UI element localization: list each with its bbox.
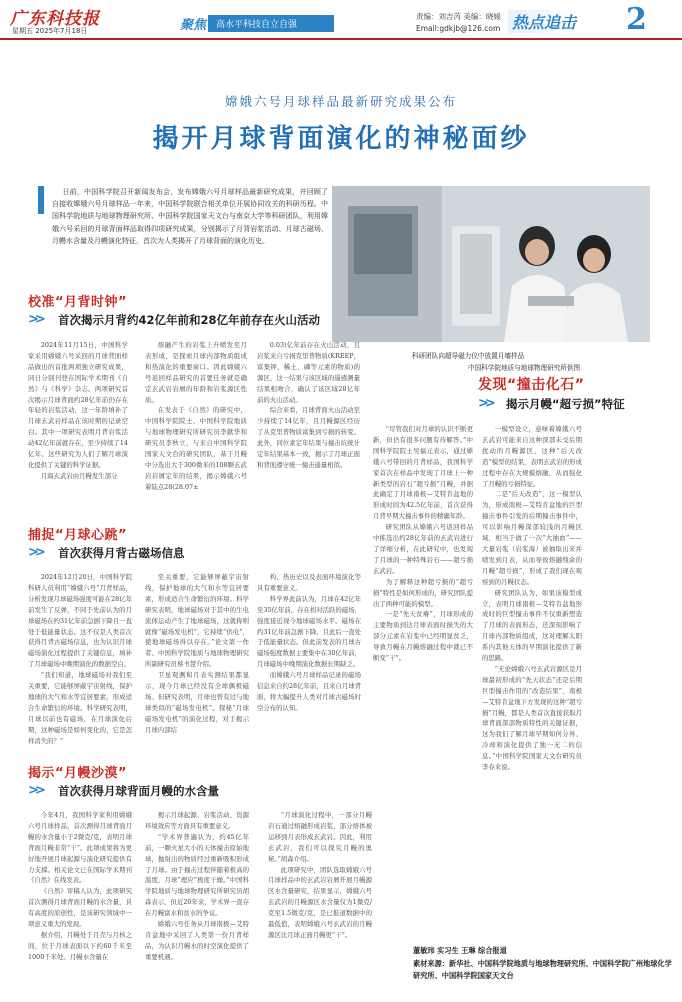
paragraph: 月海玄武岩由月幔发生部分 (40, 471, 118, 480)
paragraph: 2024年11月15日，中国科学家采用嫦娥六号采回的月球背面样品做出的首批两项独立研究成果，同日分别刊登在国际学术期刊《自然》与《科学》杂志。两项研究首次揭示月球背面约28亿年前仍存在年轻的岩浆活动，这一年龄填补了月球玄武岩样品在该时期的记录空白。其中一项研究表明月背岩浆活动42亿年前就存在，至少持续了14亿年。这些研究为人们了解月球演化提供了关键的科学证据。 (28, 341, 128, 469)
editor-email: Email:gdkjb@126.com (416, 24, 501, 33)
section-2-column-1 (28, 572, 132, 754)
footer-byline: 董敏玮 实习生 王琳 综合报道 (413, 946, 507, 955)
paragraph: 研究团队认为，如果该模型成立，表明月球南极—艾特肯盆地形成时的巨型撞击事件不仅重新塑造了月球的表面形态，还深刻影响了月球内部物质组成，这对理解太阳系内其他天体的早期演化提供了新的思路。 (482, 588, 582, 663)
paragraph: 此项研究中，团队选取嫦娥六号月球样品中的玄武岩岩屑开展月幔源区水含量研究，结果显示，嫦娥六号玄武岩的月幔源区水含量仅为1微克/克至1.5微克/克，是已报道数据中的最低值，表明嫦娥六号玄武岩的月幔源区比月球正面月幔更“干”。 (268, 865, 372, 939)
paragraph: “月球演化过程中，一部分月幔岩石通过熔融形成岩浆，部分熔体被运移到月表形成玄武岩。因此，利用玄武岩，我们可以探究月幔的奥秘。”胡森介绍。 (268, 811, 372, 863)
paragraph: 0.03)亿年前存在火山活动，且岩浆来自亏损克里普物质(KREEP，富集钾、稀土、磷等元素的物质)的源区，这一结果与该区域的遥感测量结果相吻合，确认了该区域28亿年前的火山活动。 (257, 341, 360, 404)
paragraph: 据介绍，月幔处于月壳与月核之间，位于月球表面以下约60千米至1000千米处。月幔水含量在 (28, 930, 132, 961)
paragraph: 二是“后天改造”，这一模型认为，形成南极—艾特肯盆地的巨型撞击事件引发的后期撞击事件中，可以影响月幔深部较浅的月幔区域，相当于做了一次“大抽血”——大量岩浆（岩浆海）被抽取出来并喷发到月表，从而导致熔融残余的月幔“超亏损”，形成了我们现在观察到的月幔状态。 (482, 490, 582, 586)
paragraph: “学术界普遍认为，约45亿年前，一颗火星大小的天体撞击原始地球，抛射出的物质经过重新吸积形成了月球。由于撞击过程伴随着极高的温度，月球“理应”极度干燥。”中国科学院地质与地球物理研究所研究员胡森表示，但近20年来，学术界一直存在月幔富水和贫水的争议。 (145, 832, 249, 918)
section-2-column-3 (257, 572, 361, 754)
footer-source: 素材来源：新华社、中国科学院地质与地球物理研究所、中国科学院广州地球化学研究所、中国科学院国家天文台 (413, 959, 672, 980)
issue-date: 星期五 2025年7月18日 (12, 27, 88, 35)
chevron-right-icon: >> (28, 545, 42, 560)
paragraph: 构、热历史以及表面环境演化等具有重要意义。 (257, 573, 361, 592)
section-4-title: 发现“撞击化石” (478, 377, 585, 393)
paragraph: 科学界此前认为，月球在42亿年至35亿年前，存在相对活跃的磁场，强度接近现今地球磁场水平。磁场在约31亿年前急剧下降，且此后一直处于低能量状态。但此前发表的月球古磁场强度数据主要集中在30亿年前，月球磁场中晚期演化数据长期缺乏。 (257, 594, 361, 669)
photo-credit: 中国科学院地质与地球物理研究所供图 (468, 364, 581, 372)
section-4-column-1 (373, 424, 473, 914)
section-4-column-2 (482, 424, 582, 936)
section-tag-text: 聚焦 (180, 18, 207, 33)
paragraph: 综合来看，月球背面火山活动至少持续了14亿年，且月幔源区经历了从克里普物质富集到亏损的转变。此外，同位素定年结果与撞击坑统计定年结果基本一致，揭示了月球正面和背面遵守统一撞击通量相似。 (257, 406, 360, 469)
paragraph: 熔融产生的岩浆上升喷发至月表形成，是探索月球内部物质组成和热演化的重要窗口。因此嫦娥六号返回样品研究的首要任务就是确定玄武岩岩屑的年龄和岩浆源区性质。 (145, 341, 247, 404)
lab-photo (332, 186, 650, 342)
paragraph: 为了解释这种超亏损的“超亏损”特性是如何形成的，研究团队提出了两种可能的模型。 (373, 577, 473, 608)
section-1-title: 校准“月背时钟” (28, 295, 128, 310)
headline-title: 揭开月球背面演化的神秘面纱 (152, 124, 530, 154)
paragraph: 一模型设立，意味着嫦娥六号玄武岩可能来自这种深部未受后期扰动的月幔源区，这种“后天改造”模型的结果，表明玄武岩的形成过程中存在大规模熔融，从而强化了月幔的亏损特征。 (482, 425, 582, 488)
paragraph: 嫦娥六号任务从月球南极—艾特肯盆地中采回了人类第一份月背样品，为认识月幔水的时空演化提供了重要机遇。 (145, 920, 249, 961)
paragraph: “尽管我们对月球的认识不断更新，但仍有很多问题有待解答。”中国科学院院士吴福元表示，通过嫦娥六号带回的月背样品，我国科学家首次在样品中发现了月球上一种新类型的岩石“超亏损”月幔，并据此确定了月球南极—艾特肯盆地的形成时间为42.5亿年前，首次获得月背早期大撞击事件的精确年龄。 (373, 425, 473, 521)
paragraph: “无论嫦娥六号玄武岩源区是月球最初形成的“先天状态”还是后期巨型撞击作用的“改造结果”，南极—艾特肯盆地下方发现的这种“超亏损”月幔，都是人类首次直接获取月球背面深部物质特性的关键证据，这为我们了解月球早期如何分异、冷却和演化提供了独一无二的信息。”中国科学院国家天文台研究员李春来说。 (482, 664, 582, 772)
section-2-title: 捕捉“月球心跳” (28, 528, 128, 543)
paragraph: 2024年12月20日，中国科学院科研人员利用“嫦娥六号”月背样品，分析发现月球磁场强度可能在28亿年前发生了反弹，不同于先前认为的月球磁场在约31亿年前急剧下降且一直处于低能量状态。这不仅是人类首次获得月背古磁场信息，也为认识月球磁场演化过程提供了关键信息，填补了月球磁场中晚期演化的数据空白。 (28, 573, 132, 669)
lead-paragraph: 日前，中国科学院召开新闻发布会，发布嫦娥六号月球样品最新研究成果，并回顾了自接收嫦娥六号月球样品一年来，中国科学院联合相关单位开展协同攻关的科研历程。中国科学院地质与地球物理研究所、中国科学院国家天文台与南京大学等科研团队，利用嫦娥六号采回的月球背面样品取得四项研究成果，分别揭示了月背岩浆活动、月球古磁场、月幔水含量及月幔演化特征，首次为人类揭开了月球背面的演化历史。 (52, 188, 328, 245)
headline-kicker: 嫦娥六号月球样品最新研究成果公布 (224, 94, 457, 109)
section-1-column-2 (145, 340, 247, 516)
section-3-column-3 (268, 810, 372, 988)
paragraph: 《自然》审稿人认为，此项研究首次测得月球背面月幔的水含量，具有高度的原创性，是该研究领域中一项意义重大的发现。 (28, 887, 132, 929)
paragraph: 而嫦娥六号月球样品记录的磁场信息来自约28亿年前，且来自月球背面，将大幅提升人类对月球古磁场时空分布的认知。 (257, 671, 361, 712)
section-slogan: 高水平科技自立自强 (208, 15, 334, 32)
section-2-subtitle: 首次获得月背古磁场信息 (58, 546, 185, 560)
editor-credit: 责编：刘吉芮 美编：晓媛 (416, 12, 501, 21)
paragraph: 至关重要，它能够屏蔽宇宙射线，保护地球的大气和水等宜居要素，形成适合生命繁衍的环境。科学研究表明，地球磁场对于其中的生电流体运动产生了地球磁场，这就称则就像“磁场发电机”，它持续“供电”，使地球磁场得以存在。”论文第一作者、中国科学院地质与地球物理研究所副研究员蔡书慧介绍。 (145, 573, 249, 669)
section-2-column-2 (145, 572, 249, 754)
paragraph: 一是“先天贫瘠”，月球形成的主要物质到达月球表面时损失的大部分元素在岩浆中已经明显贫乏，导致月幔在月幔熔融过程中就已不断变“干”。 (373, 610, 473, 663)
newspaper-logo: 广东科技报 (10, 9, 100, 29)
section-3-title: 揭示“月幔沙漠” (28, 766, 128, 781)
section-tag (180, 14, 206, 33)
page-number: 2 (626, 2, 647, 37)
section-4-subtitle: 揭示月幔“超亏损”特征 (506, 397, 625, 411)
paragraph: “我们知道，地球磁场对我们至关重要，它能够屏蔽宇宙射线，保护地球的大气和水等宜居要素，形成适合生命繁衍的环境。科学研究表明，月球以前也有磁场，在月球演化后期，这种磁场是如何变化的，它是怎样消失的？” (28, 671, 132, 745)
lead-bar (38, 186, 44, 214)
column-name: 热点追击 (508, 10, 580, 33)
photo-caption: 科研团队向超导磁力仪中放置月壤样品 (412, 352, 525, 360)
paragraph: 研究团队从嫦娥六号返回样品中拣选出约28亿年前的玄武岩进行了详细分析，在此研究中，也发现了月球的一种特殊岩石——超亏损玄武岩。 (373, 523, 473, 575)
masthead (0, 0, 682, 40)
section-3-subtitle: 首次获得月球背面月幔的水含量 (58, 784, 219, 798)
section-1-column-3 (257, 340, 360, 516)
chevron-right-icon: >> (478, 396, 492, 411)
section-3-column-1 (28, 810, 132, 988)
section-1-subtitle: 首次揭示月背约42亿年前和28亿年前存在火山活动 (58, 313, 321, 327)
paragraph: 今年4月，我国科学家利用嫦娥六号月球样品，首次测得月球背面月幔的水含量小于2微克/克，表明月球背面月幔非常“干”。此项成果将为更好地开展月球起源与演化研究提供有力支撑。相关论文已在国际学术期刊《自然》在线发表。 (28, 811, 132, 885)
paragraph: 卫星观测和月表实测结果都显示，现今月球已经没有全球偶极磁场。但研究表明，月球也曾有过与地球类似的“磁场发电机”。探秘“月球磁场发电机”的演化过程，对于揭示月球内部结 (145, 671, 249, 734)
chevron-right-icon: >> (28, 783, 42, 798)
paragraph: 在发表于《自然》的研究中，中国科学院院士、中国科学院地质与地球物理研究所研究员李献华和研究员李秋立，与来自中国科学院国家天文台的研究团队，基于月幔中分选出大于300微米的108颗玄武岩岩屑定年的结果，揭示嫦娥六号着陆点28(28.07± (145, 406, 247, 491)
section-1-column-1 (28, 340, 128, 516)
paragraph: 揭示月球起源、岩浆活动、资源环境效应等方面具有重要意义。 (145, 811, 249, 830)
chevron-right-icon: >> (28, 312, 42, 327)
section-3-column-2 (145, 810, 249, 988)
